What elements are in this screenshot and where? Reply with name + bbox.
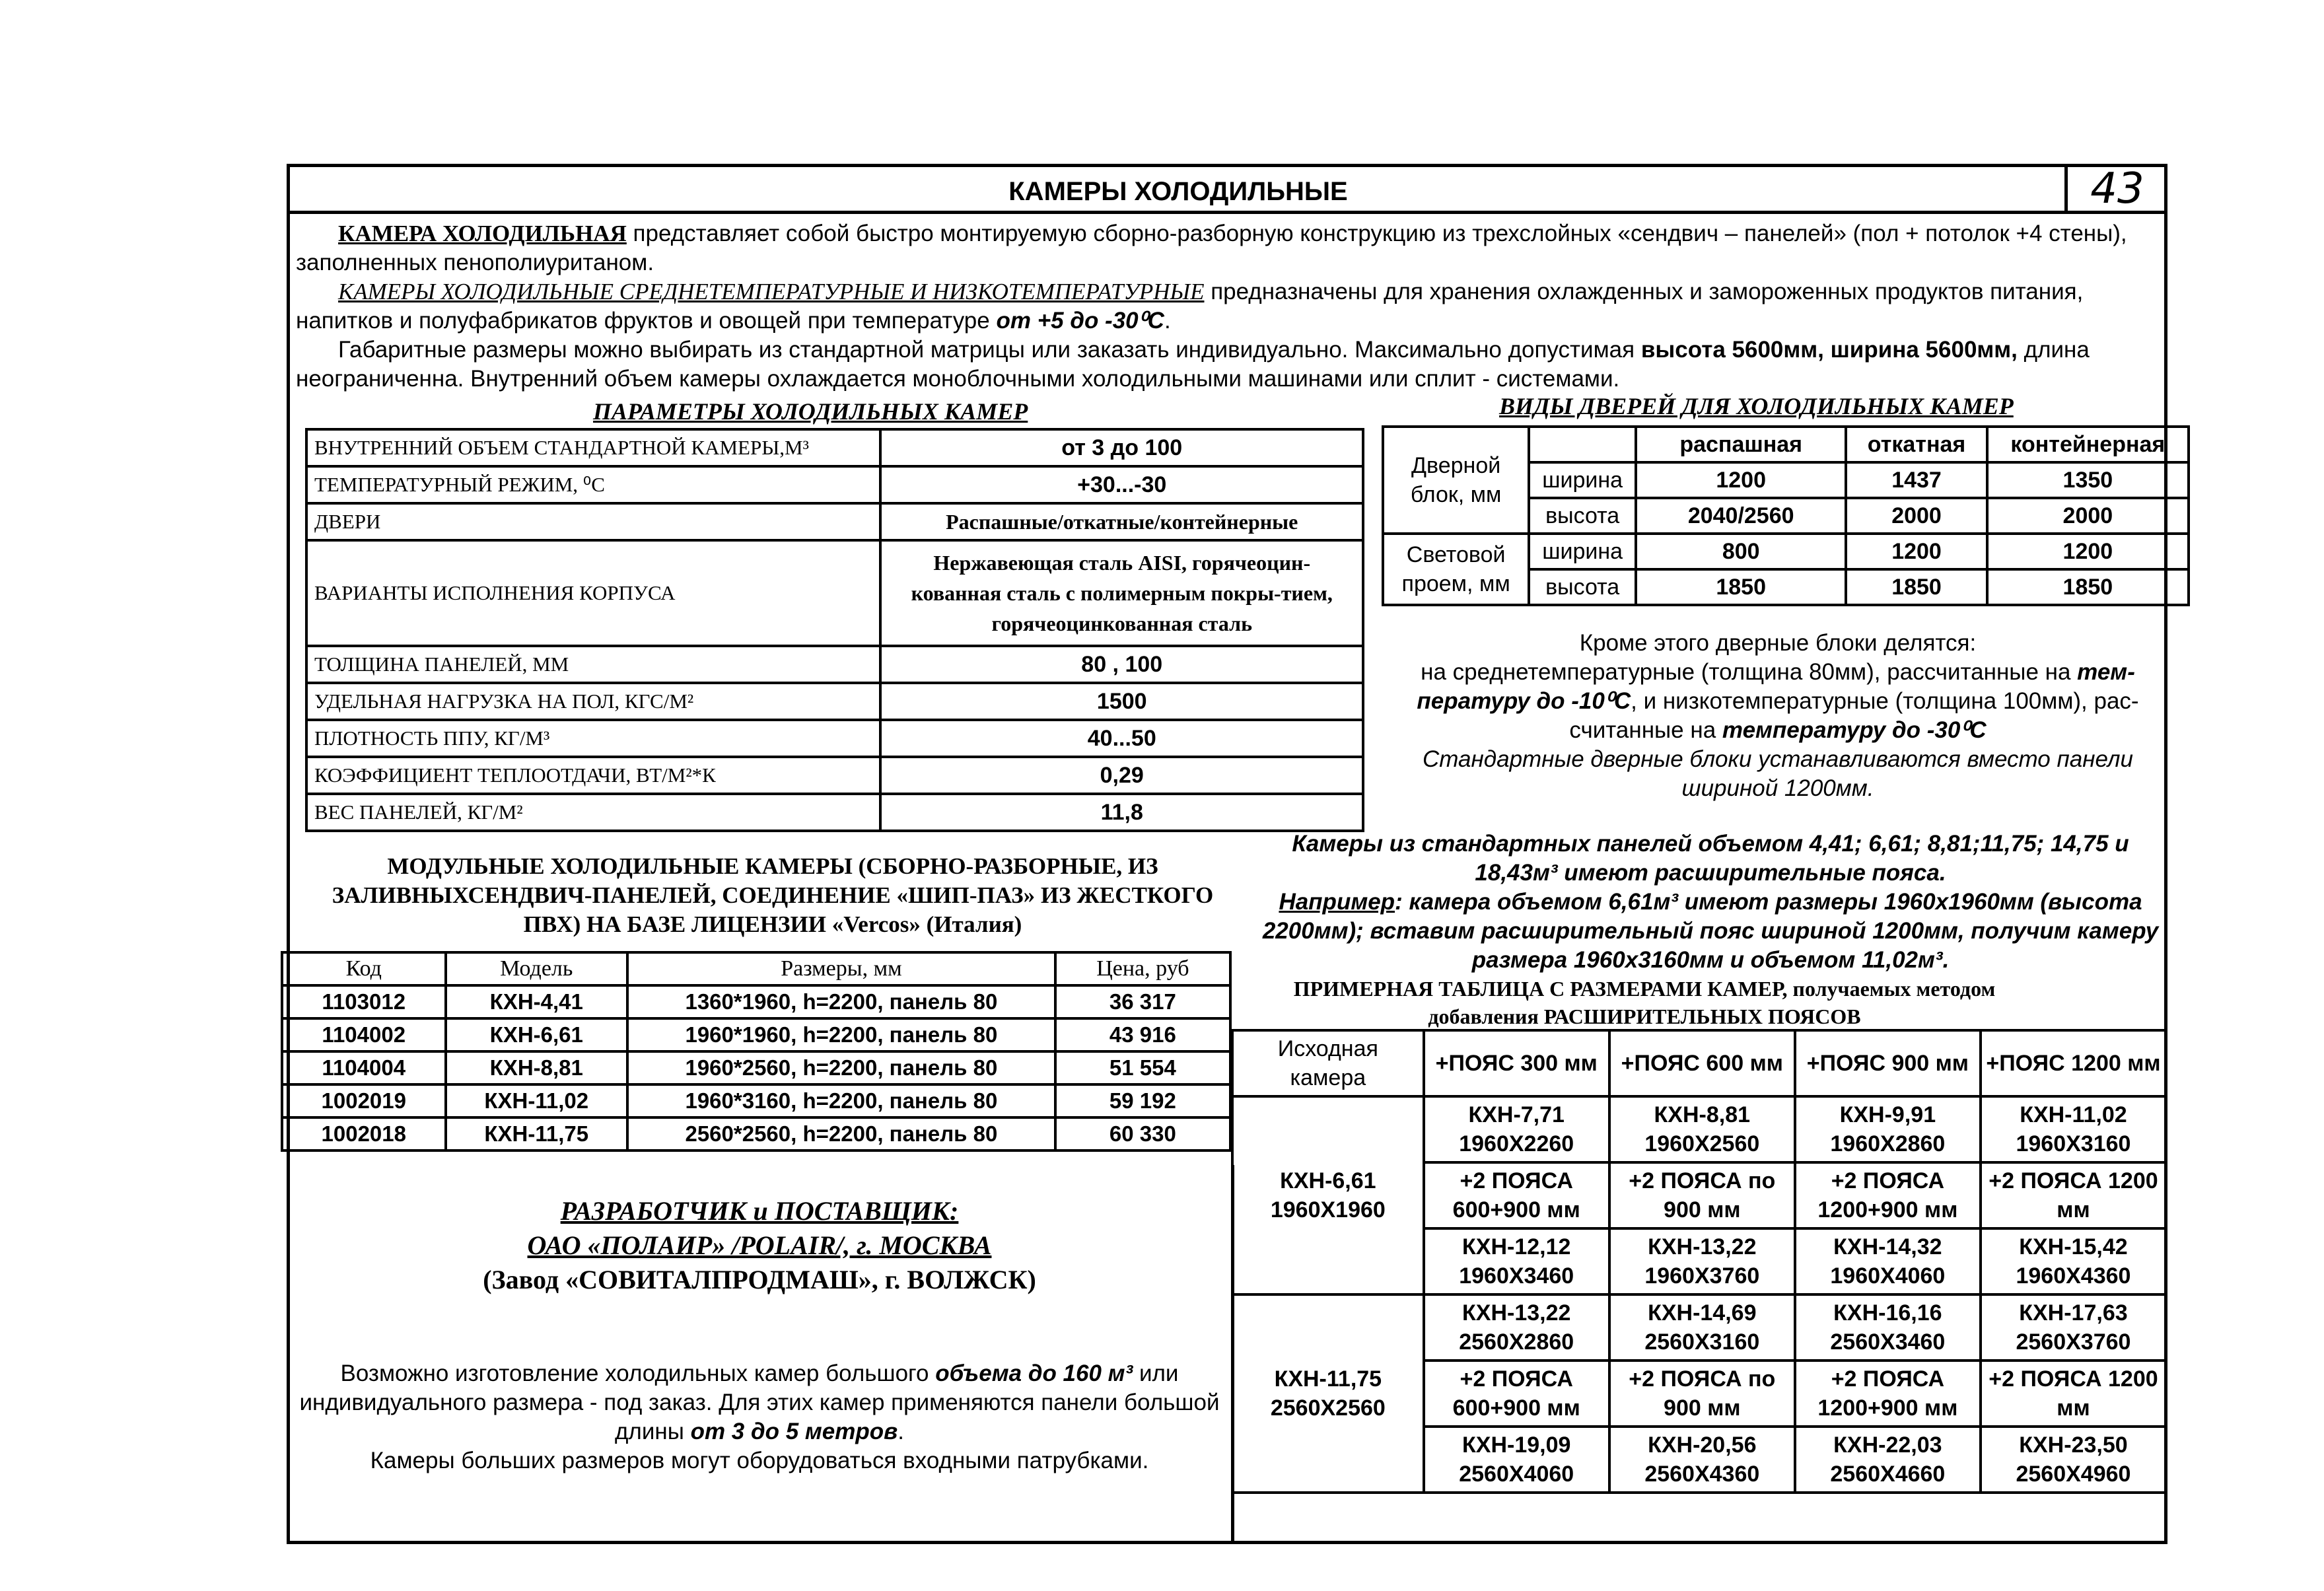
modular-model: КХН-11,02	[446, 1084, 628, 1117]
doors-note-2b: тем-пературу до -10⁰С	[1417, 659, 2135, 714]
door-param: высота	[1529, 498, 1636, 534]
table-row	[282, 1084, 1230, 1117]
param-label: ПЛОТНОСТЬ ППУ, КГ/М³	[306, 720, 880, 757]
param-label: ТЕМПЕРАТУРНЫЙ РЕЖИМ, ⁰С	[306, 466, 880, 503]
modular-header: Цена, руб	[1055, 952, 1230, 985]
door-value: 1437	[1846, 462, 1987, 498]
sizes-header: +ПОЯС 900 мм	[1795, 1030, 1981, 1096]
expansion-note-example	[1248, 888, 2173, 975]
big-volume-note	[291, 1359, 1228, 1475]
params-row	[306, 720, 1363, 757]
expansion-note	[1248, 830, 2173, 975]
modular-size: 2560*2560, h=2200, панель 80	[627, 1117, 1055, 1150]
expansion-note-1b: объемом 4,41; 6,61; 8,81;11,75; 14,75 и 18,43м³ имеют расширительные пояса.	[1475, 831, 2129, 886]
doors-corner-cell	[1529, 427, 1636, 462]
table-row	[282, 1117, 1230, 1150]
door-value: 1200	[1987, 534, 2189, 569]
expansion-note-line-1	[1248, 830, 2173, 888]
supplier-block	[291, 1194, 1228, 1297]
param-value: 1500	[880, 683, 1363, 720]
door-value: 1200	[1846, 534, 1987, 569]
modular-header-row	[282, 952, 1230, 985]
param-value: 80 , 100	[880, 646, 1363, 683]
big-volume-a: Возможно изготовление холодильных камер большого	[340, 1361, 936, 1386]
big-volume-paragraph	[291, 1359, 1228, 1446]
modular-model: КХН-8,81	[446, 1051, 628, 1084]
modular-header: Код	[282, 952, 446, 985]
param-label: ДВЕРИ	[306, 503, 880, 540]
intro-paragraph-3	[296, 336, 2158, 394]
sizes-cell: КХН-9,91 1960Х2860	[1795, 1096, 1981, 1162]
param-value: Нержавеющая сталь AISI, горячеоцин-кованная сталь с полимерным покры-тием, горячеоцинкованная сталь	[880, 540, 1363, 646]
big-volume-b: объема до 160 м³	[935, 1361, 1133, 1386]
param-label: ТОЛЩИНА ПАНЕЛЕЙ, ММ	[306, 646, 880, 683]
modular-code: 1104004	[282, 1051, 446, 1084]
sizes-header: +ПОЯС 600 мм	[1609, 1030, 1795, 1096]
sizes-cell: КХН-14,69 2560Х3160	[1609, 1294, 1795, 1361]
table-row	[282, 1018, 1230, 1051]
sizes-cell: +2 ПОЯСА по 900 мм	[1609, 1361, 1795, 1427]
modular-size: 1960*1960, h=2200, панель 80	[627, 1018, 1055, 1051]
param-label: ВАРИАНТЫ ИСПОЛНЕНИЯ КОРПУСА	[306, 540, 880, 646]
doors-row	[1383, 534, 2189, 569]
page-title: КАМЕРЫ ХОЛОДИЛЬНЫЕ	[1008, 177, 1348, 206]
table-row	[1232, 1294, 2166, 1361]
params-row	[306, 683, 1363, 720]
door-param: ширина	[1529, 462, 1636, 498]
sizes-cell: КХН-7,71 1960Х2260	[1424, 1096, 1609, 1162]
params-row	[306, 646, 1363, 683]
sizes-base-camera: КХН-6,61 1960Х1960	[1232, 1096, 1424, 1294]
doors-note-line-2	[1382, 658, 2174, 745]
modular-header: Модель	[446, 952, 628, 985]
params-row	[306, 503, 1363, 540]
doors-heading: ВИДЫ ДВЕРЕЙ ДЛЯ ХОЛОДИЛЬНЫХ КАМЕР	[1499, 393, 2014, 419]
modular-header: Размеры, мм	[627, 952, 1055, 985]
door-value: 1200	[1636, 462, 1846, 498]
param-label: ВЕС ПАНЕЛЕЙ, КГ/М²	[306, 794, 880, 831]
sizes-cell: +2 ПОЯСА 1200+900 мм	[1795, 1361, 1981, 1427]
sizes-cell: КХН-11,02 1960Х3160	[1981, 1096, 2166, 1162]
door-value: 2000	[1846, 498, 1987, 534]
sizes-cell: КХН-22,03 2560Х4660	[1795, 1427, 1981, 1493]
page-number: 43	[2090, 164, 2144, 213]
door-value: 2000	[1987, 498, 2189, 534]
sizes-cell: +2 ПОЯСА 600+900 мм	[1424, 1162, 1609, 1228]
intro-paragraph-2	[296, 277, 2158, 336]
param-value: +30...-30	[880, 466, 1363, 503]
sizes-header-row	[1232, 1030, 2166, 1096]
intro-rest-1: представляет собой быстро монтируемую сборно-разборную конструкцию из трехслойных «сендвич – панелей» (пол + потолок +4 стены), заполненных пенополиуританом.	[296, 221, 2127, 275]
modular-size: 1360*1960, h=2200, панель 80	[627, 985, 1055, 1018]
intro-p3-a: Габаритные размеры можно выбирать из стандартной матрицы или заказать индивидуально. Максимально допустимая	[338, 337, 1641, 363]
table-row	[282, 985, 1230, 1018]
table-row	[1232, 1096, 2166, 1162]
param-value: от 3 до 100	[880, 429, 1363, 466]
doors-note	[1382, 629, 2174, 803]
sizes-cell: +2 ПОЯСА 1200 мм	[1981, 1361, 2166, 1427]
param-label: ВНУТРЕННИЙ ОБЪЕМ СТАНДАРТНОЙ КАМЕРЫ,М³	[306, 429, 880, 466]
modular-price: 51 554	[1055, 1051, 1230, 1084]
modular-code: 1104002	[282, 1018, 446, 1051]
sizes-cell: КХН-14,32 1960Х4060	[1795, 1228, 1981, 1294]
door-value: 1350	[1987, 462, 2189, 498]
table-row	[282, 1051, 1230, 1084]
sizes-cell: КХН-8,81 1960Х2560	[1609, 1096, 1795, 1162]
sizes-cell: КХН-12,12 1960Х3460	[1424, 1228, 1609, 1294]
params-row	[306, 794, 1363, 831]
door-param: ширина	[1529, 534, 1636, 569]
sizes-table	[1231, 1029, 2167, 1494]
modular-price: 43 916	[1055, 1018, 1230, 1051]
intro-p3-c: длина неограниченна. Внутренний объем камеры охлаждается моноблочными холодильными машинами или сплит - системами.	[296, 337, 2090, 392]
big-volume-e: .	[898, 1419, 905, 1444]
expansion-example-label: Например	[1279, 889, 1395, 915]
door-value: 800	[1636, 534, 1846, 569]
modular-title: МОДУЛЬНЫЕ ХОЛОДИЛЬНЫЕ КАМЕРЫ (СБОРНО-РАЗБОРНЫЕ, ИЗ ЗАЛИВНЫХСЕНДВИЧ-ПАНЕЛЕЙ, СОЕДИНЕНИЕ «ШИП-ПАЗ» ИЗ ЖЕСТКОГО ПВХ) НА БАЗЕ ЛИЦЕНЗИИ «Vercos» (Италия)	[332, 853, 1214, 937]
intro-paragraph-1	[296, 219, 2158, 277]
param-value: Распашные/откатные/контейнерные	[880, 503, 1363, 540]
sizes-cell: +2 ПОЯСА по 900 мм	[1609, 1162, 1795, 1228]
supplier-line-1: РАЗРАБОТЧИК и ПОСТАВЩИК:	[560, 1196, 959, 1226]
sizes-cell: +2 ПОЯСА 600+900 мм	[1424, 1361, 1609, 1427]
supplier-line-2: ОАО «ПОЛАИР» /POLAIR/, г. МОСКВА	[527, 1230, 992, 1260]
doors-note-2c: , и низкотемпературные (толщина 100мм), рас-считанные на	[1569, 688, 2139, 743]
sizes-cell: КХН-13,22 1960Х3760	[1609, 1228, 1795, 1294]
modular-price: 36 317	[1055, 985, 1230, 1018]
modular-code: 1002018	[282, 1117, 446, 1150]
big-volume-d: от 3 до 5 метров	[690, 1419, 898, 1444]
params-row	[306, 466, 1363, 503]
big-volume-c: или индивидуального размера - под заказ. Для этих камер применяются панели большой длины	[299, 1361, 1220, 1444]
intro-rest-2: предназначены для хранения охлажденных и замороженных продуктов питания, напитков и полуфабрикатов фруктов и овощей при температуре	[296, 279, 2084, 334]
param-value: 40...50	[880, 720, 1363, 757]
modular-model: КХН-6,61	[446, 1018, 628, 1051]
param-label: КОЭФФИЦИЕНТ ТЕПЛООТДАЧИ, ВТ/М²*К	[306, 757, 880, 794]
door-param: высота	[1529, 569, 1636, 605]
doors-table	[1382, 425, 2190, 606]
door-group-label: Дверной блок, мм	[1383, 427, 1529, 534]
sizes-title: ПРИМЕРНАЯ ТАБЛИЦА С РАЗМЕРАМИ КАМЕР, получаемых методом добавления РАСШИРИТЕЛЬНЫХ ПОЯСОВ	[1293, 977, 1996, 1028]
door-value: 1850	[1846, 569, 1987, 605]
sizes-header: +ПОЯС 300 мм	[1424, 1030, 1609, 1096]
sizes-cell: +2 ПОЯСА 1200 мм	[1981, 1162, 2166, 1228]
sizes-cell: КХН-19,09 2560Х4060	[1424, 1427, 1609, 1493]
modular-size: 1960*2560, h=2200, панель 80	[627, 1051, 1055, 1084]
sizes-cell: КХН-16,16 2560Х3460	[1795, 1294, 1981, 1361]
intro-end-2: .	[1164, 308, 1171, 334]
params-table	[305, 428, 1364, 832]
sizes-cell: +2 ПОЯСА 1200+900 мм	[1795, 1162, 1981, 1228]
param-label: УДЕЛЬНАЯ НАГРУЗКА НА ПОЛ, КГС/М²	[306, 683, 880, 720]
modular-size: 1960*3160, h=2200, панель 80	[627, 1084, 1055, 1117]
sizes-cell: КХН-17,63 2560Х3760	[1981, 1294, 2166, 1361]
sizes-header: +ПОЯС 1200 мм	[1981, 1030, 2166, 1096]
intro-lead-2: КАМЕРЫ ХОЛОДИЛЬНЫЕ СРЕДНЕТЕМПЕРАТУРНЫЕ И НИЗКОТЕМПЕРАТУРНЫЕ	[338, 279, 1205, 304]
doors-note-line-3: Стандартные дверные блоки устанавливаются вместо панели шириной 1200мм.	[1423, 746, 2133, 801]
supplier-line-3: (Завод «СОВИТАЛПРОДМАШ», г. ВОЛЖСК)	[483, 1265, 1036, 1294]
modular-model: КХН-4,41	[446, 985, 628, 1018]
door-value: 1850	[1636, 569, 1846, 605]
params-row	[306, 429, 1363, 466]
modular-model: КХН-11,75	[446, 1117, 628, 1150]
modular-code: 1103012	[282, 985, 446, 1018]
door-value: 2040/2560	[1636, 498, 1846, 534]
modular-price: 60 330	[1055, 1117, 1230, 1150]
sizes-cell: КХН-20,56 2560Х4360	[1609, 1427, 1795, 1493]
params-heading: ПАРАМЕТРЫ ХОЛОДИЛЬНЫХ КАМЕР	[593, 398, 1028, 425]
door-type-header: распашная	[1636, 427, 1846, 462]
big-volume-f: Камеры больших размеров могут оборудоваться входными патрубками.	[370, 1448, 1149, 1473]
door-type-header: контейнерная	[1987, 427, 2189, 462]
door-type-header: откатная	[1846, 427, 1987, 462]
modular-price: 59 192	[1055, 1084, 1230, 1117]
door-value: 1850	[1987, 569, 2189, 605]
sizes-cell: КХН-23,50 2560Х4960	[1981, 1427, 2166, 1493]
params-row	[306, 540, 1363, 646]
param-value: 11,8	[880, 794, 1363, 831]
doors-note-2a: на среднетемпературные (толщина 80мм), рассчитанные на	[1421, 659, 2078, 685]
intro-temp: от +5 до -30⁰С	[996, 308, 1164, 334]
doors-note-2d: температуру до -30⁰С	[1722, 717, 1987, 743]
intro-text	[296, 219, 2158, 394]
expansion-note-1a: Камеры из стандартных панелей	[1292, 831, 1699, 857]
params-row	[306, 757, 1363, 794]
expansion-example-text: : камера объемом 6,61м³ имеют размеры 1960х1960мм (высота 2200мм); вставим расширительный пояс шириной 1200мм, получим камеру размера 1960х3160мм и объемом 11,02м³.	[1262, 889, 2159, 973]
intro-lead-1: КАМЕРА ХОЛОДИЛЬНАЯ	[338, 221, 627, 246]
intro-p3-b: высота 5600мм, ширина 5600мм,	[1640, 337, 2018, 363]
param-value: 0,29	[880, 757, 1363, 794]
sizes-base-camera: КХН-11,75 2560Х2560	[1232, 1294, 1424, 1493]
door-group-label: Световой проем, мм	[1383, 534, 1529, 605]
sizes-cell: КХН-15,42 1960Х4360	[1981, 1228, 2166, 1294]
modular-code: 1002019	[282, 1084, 446, 1117]
modular-table	[281, 951, 1232, 1152]
doors-header-row	[1383, 427, 2189, 462]
sizes-header: Исходная камера	[1232, 1030, 1424, 1096]
sizes-cell: КХН-13,22 2560Х2860	[1424, 1294, 1609, 1361]
doors-note-line-1: Кроме этого дверные блоки делятся:	[1579, 630, 1977, 656]
